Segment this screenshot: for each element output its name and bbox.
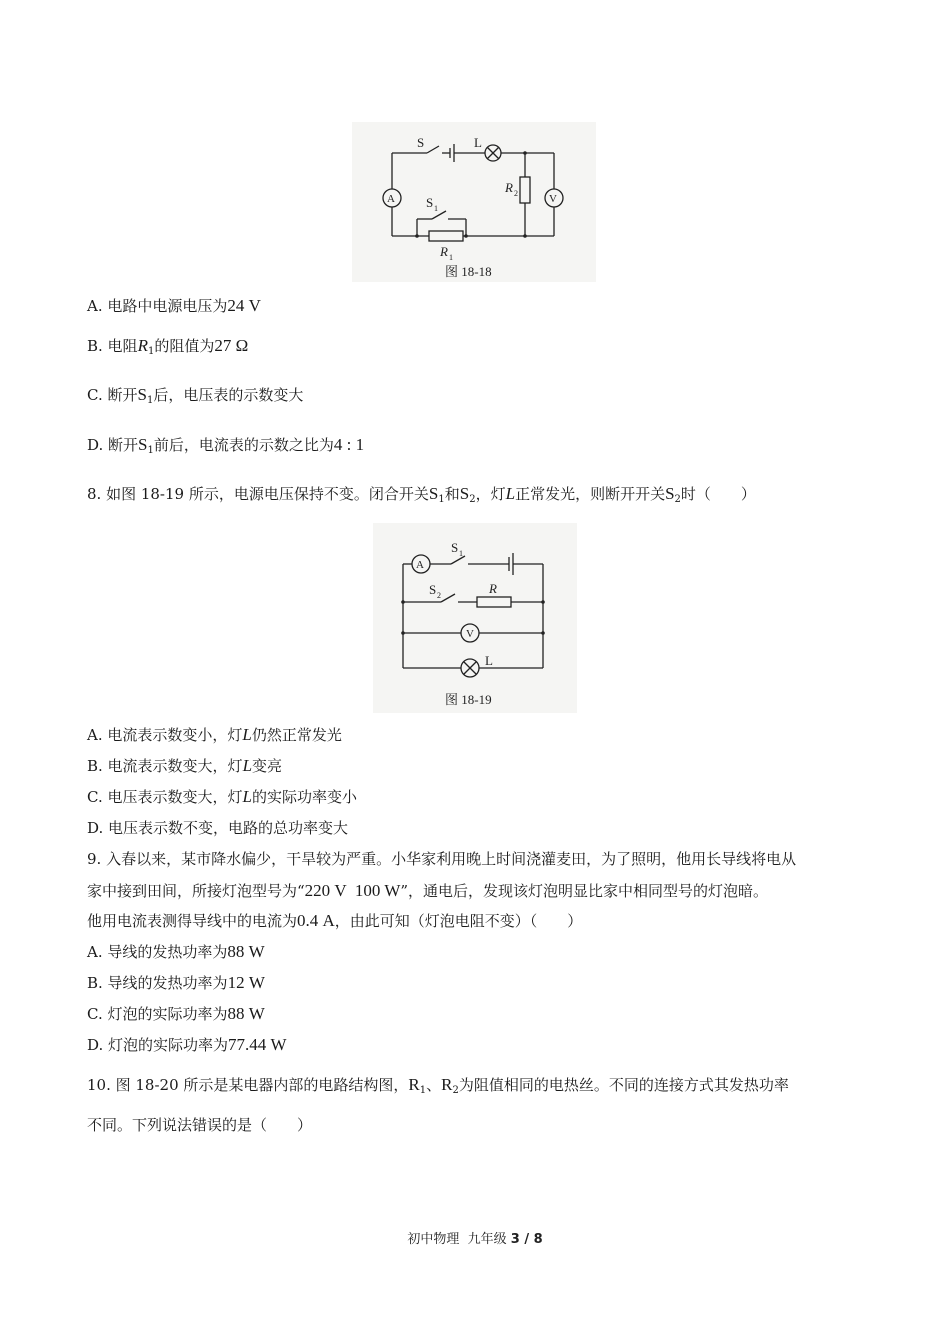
option-9b — [87, 973, 265, 993]
label-r2-sub: 2 — [514, 189, 518, 198]
variable: R — [137, 336, 148, 355]
option-text: 仍然正常发光 — [251, 726, 342, 744]
option-text: 的实际功率变小 — [251, 788, 357, 806]
option-text: B. 导线的发热功率为 — [87, 974, 228, 992]
question-9-line-2 — [87, 881, 768, 901]
option-value: 88 W — [227, 1004, 265, 1023]
option-text: C. 断开 — [87, 386, 138, 404]
option-text: D. 电压表示数不变，电路的总功率变大 — [87, 819, 349, 837]
option-value: 24 V — [227, 296, 261, 315]
voltmeter-label: V — [549, 193, 557, 205]
option-text: A. 电流表示数变小，灯 — [87, 726, 243, 744]
option-text: 变亮 — [252, 757, 283, 775]
question-8-stem — [87, 484, 756, 504]
ammeter-label: A — [416, 559, 424, 571]
separator: 、 — [426, 1076, 442, 1094]
question-text: 正常发光，则断开开关 — [515, 485, 666, 503]
page-number: 3 / 8 — [510, 1232, 543, 1247]
footer-text: 初中物理 九年级 — [407, 1232, 511, 1247]
option-value: 77.44 W — [228, 1035, 287, 1054]
subscript: 1 — [146, 395, 154, 406]
variable: S — [459, 484, 470, 503]
option-text: D. 断开 — [87, 436, 139, 454]
option-8c — [87, 787, 357, 807]
circuit-diagram-18-19 — [373, 523, 577, 713]
subscript: 2 — [674, 494, 681, 505]
option-text: C. 电压表示数变大，灯 — [87, 788, 243, 806]
ammeter-label: A — [387, 193, 395, 205]
question-9-line-1 — [87, 849, 796, 869]
variable: S — [137, 385, 147, 404]
variable: R — [408, 1075, 420, 1094]
option-value: 88 W — [227, 942, 265, 961]
bulb-rating: 220 V 100 W — [304, 881, 401, 900]
subscript: 1 — [438, 494, 445, 505]
variable: L — [505, 484, 516, 503]
question-text: 为阻值相同的电热丝。不同的连接方式其发热功率 — [458, 1076, 789, 1094]
option-8d — [87, 818, 348, 838]
variable: L — [242, 787, 252, 806]
question-9-line-3 — [87, 911, 582, 931]
option-7b — [87, 336, 248, 356]
label-r1: R — [440, 244, 448, 259]
option-text: C. 灯泡的实际功率为 — [87, 1005, 228, 1023]
label-r2: R — [505, 180, 513, 195]
question-text: ，由此可知（灯泡电阻不变）（ ） — [334, 912, 583, 930]
option-8a — [87, 725, 342, 745]
option-7c — [87, 385, 303, 405]
question-text: 时（ ） — [680, 485, 756, 503]
question-text: 他用电流表测得导线中的电流为 — [87, 912, 298, 930]
figure-caption: 图 18-19 — [445, 692, 492, 707]
option-value: 27 Ω — [214, 336, 249, 355]
question-text: 10. 图 18-20 所示是某电器内部的电路结构图， — [87, 1076, 409, 1094]
question-text: 家中接到田间，所接灯泡型号为“ — [87, 882, 305, 900]
label-s1: S — [426, 195, 434, 210]
question-10-line-2 — [87, 1115, 312, 1135]
option-9c — [87, 1004, 265, 1024]
option-text: A. 导线的发热功率为 — [87, 943, 228, 961]
subscript: 2 — [452, 1085, 459, 1096]
subscript: 2 — [469, 494, 476, 505]
option-value: 4 : 1 — [333, 435, 365, 454]
option-7d — [87, 435, 364, 455]
question-text: 8. 如图 18-19 所示，电源电压保持不变。闭合开关 — [87, 485, 429, 503]
label-s2-sub: 2 — [437, 591, 441, 600]
figure-18-19 — [373, 523, 577, 713]
circuit-diagram-18-18 — [352, 122, 596, 282]
subscript: 1 — [147, 445, 154, 456]
current-value: 0.4 A — [297, 911, 335, 930]
question-text: 不同。下列说法错误的是（ ） — [87, 1116, 313, 1134]
label-l: L — [474, 135, 482, 150]
question-text: ”，通电后，发现该灯泡明显比家中相同型号的灯泡暗。 — [400, 882, 769, 900]
variable: S — [665, 484, 675, 503]
subscript: 1 — [147, 346, 155, 357]
question-text: 和 — [444, 485, 460, 503]
subscript: 1 — [419, 1085, 427, 1096]
variable: S — [138, 435, 148, 454]
figure-18-18 — [352, 122, 596, 282]
option-text: B. 电阻 — [87, 337, 138, 355]
variable: L — [242, 756, 253, 775]
question-text: 9. 入春以来，某市降水偏少，干旱较为严重。小华家利用晚上时间浇灌麦田，为了照明，他用长导线将电从 — [87, 850, 797, 868]
option-value: 12 W — [227, 973, 265, 992]
label-s2: S — [429, 582, 437, 597]
figure-caption: 图 18-18 — [445, 264, 492, 279]
question-10-line-1 — [87, 1075, 789, 1095]
variable: R — [441, 1075, 453, 1094]
option-7a — [87, 296, 261, 316]
label-s: S — [417, 135, 425, 150]
label-r1-sub: 1 — [449, 253, 453, 262]
variable: L — [242, 725, 252, 744]
label-s1-sub: 1 — [459, 549, 463, 558]
option-9d — [87, 1035, 287, 1055]
option-8b — [87, 756, 282, 776]
option-text: 后，电压表的示数变大 — [153, 386, 304, 404]
option-text: 前后，电流表的示数之比为 — [153, 436, 334, 454]
label-s1-sub: 1 — [434, 204, 438, 213]
page-footer — [0, 1228, 950, 1247]
option-text: D. 灯泡的实际功率为 — [87, 1036, 229, 1054]
label-l: L — [485, 653, 493, 668]
option-text: 的阻值为 — [154, 337, 215, 355]
variable: S — [428, 484, 439, 503]
option-text: B. 电流表示数变大，灯 — [87, 757, 243, 775]
label-s1: S — [451, 540, 459, 555]
label-r: R — [489, 581, 497, 596]
question-text: ，灯 — [475, 485, 506, 503]
option-9a — [87, 942, 265, 962]
option-text: A. 电路中电源电压为 — [87, 297, 228, 315]
voltmeter-label: V — [466, 628, 474, 640]
